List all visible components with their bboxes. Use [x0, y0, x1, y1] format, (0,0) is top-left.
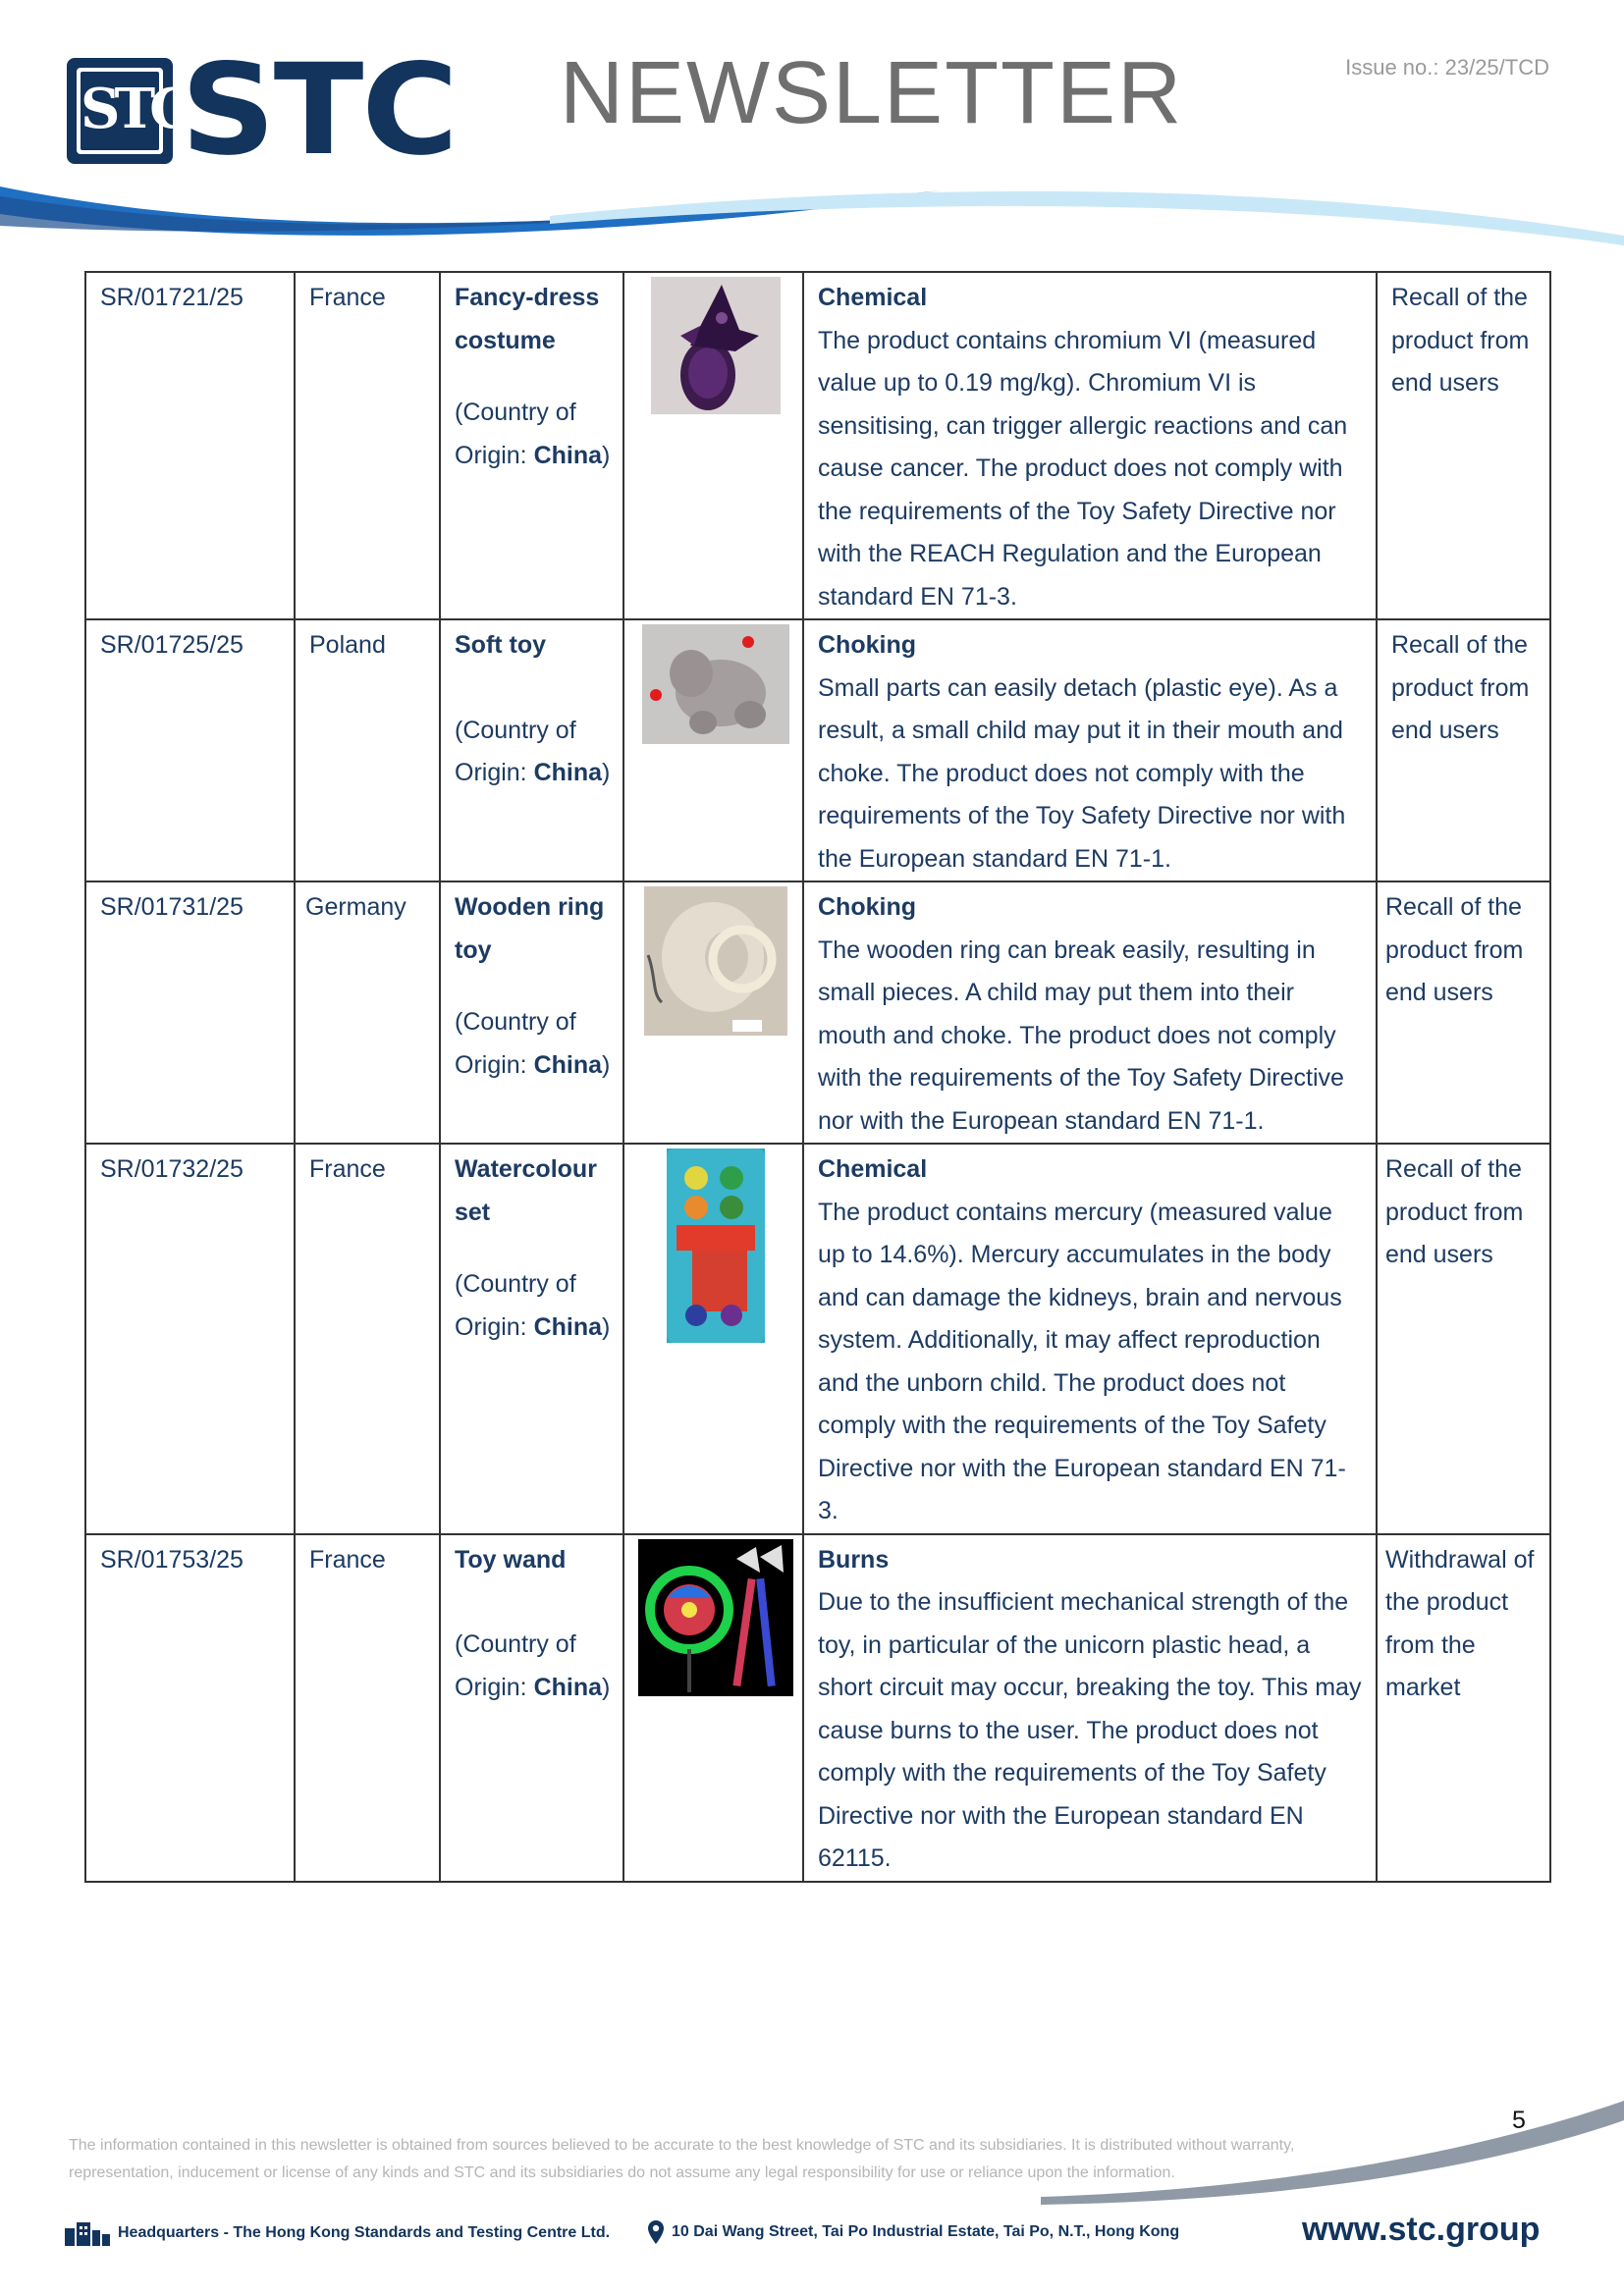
origin-label: (Country of Origin:: [455, 1630, 576, 1701]
light-up-unicorn-wand-icon: [638, 1539, 793, 1696]
hazard-type: Burns: [818, 1545, 890, 1574]
origin-country: China: [533, 1312, 603, 1341]
product-name: Watercolour set: [455, 1155, 597, 1226]
wooden-ring-rattle-icon: [644, 886, 787, 1036]
stc-logo-text: STC: [181, 37, 457, 184]
product-name: Toy wand: [455, 1545, 567, 1574]
reference-cell: SR/01731/25: [85, 881, 295, 1144]
country-cell: France: [295, 1534, 440, 1882]
table-row: [85, 272, 1550, 619]
table-row: [85, 1534, 1550, 1882]
product-cell: Fancy-dress costume (Country of Origin: China): [440, 272, 623, 619]
watercolour-paint-box-icon: [667, 1148, 765, 1343]
origin-country: China: [533, 441, 603, 469]
product-name: Soft toy: [455, 631, 547, 659]
issue-number: Issue no.: 23/25/TCD: [1345, 55, 1549, 80]
table-row: [85, 881, 1550, 1144]
country-cell: France: [295, 1144, 440, 1534]
hazard-description: The product contains chromium VI (measured value up to 0.19 mg/kg). Chromium VI is sensitising, can trigger allergic reactions and can cause cancer. The product does not comply with the requirements of the Toy Safety Directive nor with the REACH Regulation and the European standard EN 71-3.: [818, 326, 1348, 611]
image-cell: [623, 272, 803, 619]
origin-country: China: [533, 759, 603, 786]
location-pin-icon: [648, 2220, 664, 2244]
measure-cell: Recall of the product from end users: [1377, 881, 1550, 1144]
measure-cell: Recall of the product from end users: [1377, 272, 1550, 619]
hazard-description: The product contains mercury (measured value up to 14.6%). Mercury accumulates in the body and can damage the kidneys, brain and nervous system. Additionally, it may affect reproduction and the unborn child. The product does not comply with the requirements of the Toy Safety Directive nor with the European standard EN 71-3.: [818, 1198, 1346, 1524]
reference-cell: SR/01721/25: [85, 272, 295, 619]
image-cell: [623, 1144, 803, 1534]
origin-label: (Country of Origin:: [455, 1270, 576, 1341]
hazard-type: Chemical: [818, 1155, 928, 1183]
product-cell: Toy wand (Country of Origin: China): [440, 1534, 623, 1882]
newsletter-title: NEWSLETTER: [560, 44, 1184, 142]
measure-cell: Recall of the product from end users: [1377, 1144, 1550, 1534]
product-cell: Wooden ring toy (Country of Origin: China): [440, 881, 623, 1144]
address-line: [648, 2220, 1179, 2244]
table-row: [85, 1144, 1550, 1534]
origin-label: (Country of Origin:: [455, 1008, 576, 1079]
hazard-cell: [803, 881, 1377, 1144]
hazard-type: Choking: [818, 631, 916, 659]
origin-label: (Country of Origin:: [455, 716, 576, 786]
product-cell: Soft toy (Country of Origin: China): [440, 619, 623, 881]
image-cell: [623, 619, 803, 881]
hazard-type: Choking: [818, 893, 916, 921]
stc-logo-mark-icon: STC: [67, 58, 173, 164]
page-number: 5: [1512, 2107, 1526, 2134]
hazard-cell: [803, 272, 1377, 619]
product-name: Fancy-dress costume: [455, 284, 600, 354]
recall-table: [84, 271, 1551, 1883]
hazard-description: Due to the insufficient mechanical strength of the toy, in particular of the unicorn plastic head, a short circuit may occur, breaking the toy. This may cause burns to the user. The product does not comply with the requirements of the Toy Safety Directive nor with the European standard EN 62115.: [818, 1588, 1362, 1872]
hazard-type: Chemical: [818, 284, 928, 311]
origin-country: China: [533, 1673, 603, 1701]
address-text: 10 Dai Wang Street, Tai Po Industrial Estate, Tai Po, N.T., Hong Kong: [672, 2223, 1180, 2240]
header-swoosh-decoration: [0, 187, 1624, 255]
grey-plush-elephant-icon: [642, 624, 789, 744]
table-row: [85, 619, 1550, 881]
product-name: Wooden ring toy: [455, 893, 605, 964]
origin-country: China: [533, 1050, 603, 1079]
country-cell: France: [295, 272, 440, 619]
hazard-cell: [803, 1144, 1377, 1534]
website-link[interactable]: www.stc.group: [1302, 2211, 1541, 2248]
headquarters-line: [65, 2220, 610, 2246]
reference-cell: SR/01753/25: [85, 1534, 295, 1882]
purple-witch-hat-icon: [651, 277, 781, 414]
reference-cell: SR/01725/25: [85, 619, 295, 881]
image-cell: [623, 1534, 803, 1882]
disclaimer-text: The information contained in this newsletter is obtained from sources believed to be accurate to the best knowledge of STC and its subsidiaries. It is distributed without warranty, representation, inducement or license of any kinds and STC and its subsidiaries do not assume any legal responsibility for use or reliance upon the information.: [69, 2137, 1295, 2181]
product-cell: Watercolour set (Country of Origin: China): [440, 1144, 623, 1534]
image-cell: [623, 881, 803, 1144]
measure-cell: Withdrawal of the product from the market: [1377, 1534, 1550, 1882]
country-cell: Germany: [295, 881, 440, 1144]
origin-label: (Country of Origin:: [455, 399, 576, 469]
hazard-description: The wooden ring can break easily, resulting in small pieces. A child may put them into their mouth and choke. The product does not comply with the requirements of the Toy Safety Directive nor with the European standard EN 71-1.: [818, 935, 1344, 1135]
hazard-description: Small parts can easily detach (plastic eye). As a result, a small child may put it in their mouth and choke. The product does not comply with the requirements of the Toy Safety Directive nor with the European standard EN 71-1.: [818, 673, 1346, 873]
hazard-cell: [803, 619, 1377, 881]
country-cell: Poland: [295, 619, 440, 881]
stc-logo: [67, 37, 457, 184]
reference-cell: SR/01732/25: [85, 1144, 295, 1534]
building-icon: [65, 2220, 110, 2246]
headquarters-text: Headquarters - The Hong Kong Standards and Testing Centre Ltd.: [118, 2224, 611, 2241]
hazard-cell: [803, 1534, 1377, 1882]
measure-cell: Recall of the product from end users: [1377, 619, 1550, 881]
